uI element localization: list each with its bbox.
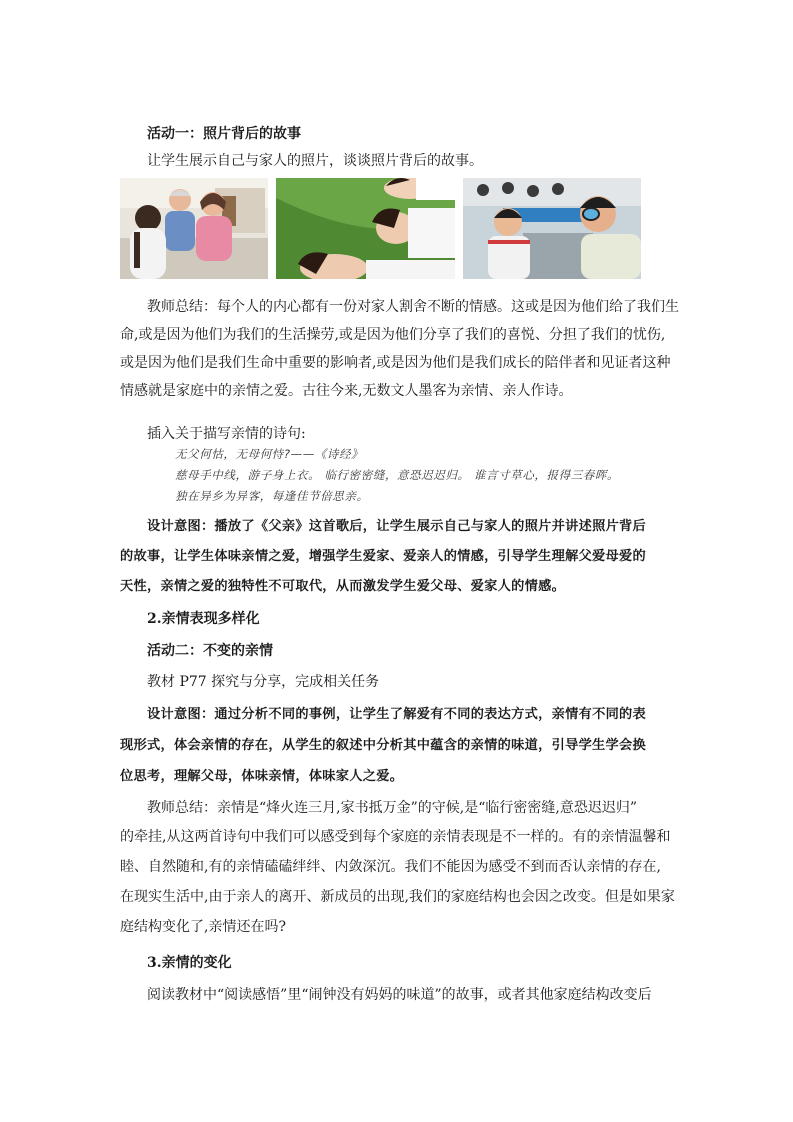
summary1-line-2: 命,或是因为他们为我们的生活操劳,或是因为他们分享了我们的喜悦、分担了我们的忧伤, bbox=[120, 327, 666, 343]
summary1-line-1: 教师总结：每个人的内心都有一份对家人割舍不断的情感。这或是因为他们给了我们生 bbox=[147, 299, 679, 315]
activity1-intro: 让学生展示自己与家人的照片，谈谈照片背后的故事。 bbox=[147, 153, 483, 169]
summary2-line-1: 教师总结：亲情是“烽火连三月,家书抵万金”的守候,是“临行密密缝,意恐迟迟归” bbox=[147, 800, 637, 816]
summary2-line-4: 在现实生活中,由于亲人的离开、新成员的出现,我们的家庭结构也会因之改变。但是如果家 bbox=[120, 889, 675, 905]
summary1-line-4: 情感就是家庭中的亲情之爱。古往今来,无数文人墨客为亲情、亲人作诗。 bbox=[120, 383, 573, 399]
activity2-task: 教材 P77 探究与分享，完成相关任务 bbox=[147, 674, 380, 690]
summary2-line-2: 的牵挂,从这两首诗句中我们可以感受到每个家庭的亲情表现是不一样的。有的亲情温馨和 bbox=[120, 829, 671, 845]
section2-heading: 2.亲情表现多样化 bbox=[147, 611, 260, 627]
poem-line-2: 慈母手中线，游子身上衣。 临行密密缝，意恐迟迟归。 谁言寸草心，报得三春晖。 bbox=[175, 468, 620, 482]
poem-line-3: 独在异乡为异客，每逢佳节倍思亲。 bbox=[175, 489, 369, 503]
design2-line-2: 现形式，体会亲情的存在，从学生的叙述中分析其中蕴含的亲情的味道，引导学生学会换 bbox=[120, 738, 647, 753]
family-grandparents-photo bbox=[120, 178, 268, 279]
poem-line-1: 无父何怙，无母何恃?——《诗经》 bbox=[175, 447, 364, 461]
section3-text: 阅读教材中“阅读感悟”里“闹钟没有妈妈的味道”的故事，或者其他家庭结构改变后 bbox=[147, 987, 652, 1003]
boys-at-school-table-photo bbox=[463, 178, 641, 279]
section3-heading: 3.亲情的变化 bbox=[147, 955, 232, 971]
summary2-line-3: 睦、自然随和,有的亲情磕磕绊绊、内敛深沉。我们不能因为感受不到而否认亲情的存在, bbox=[120, 859, 661, 875]
design1-line-3: 天性，亲情之爱的独特性不可取代，从而激发学生爱父母、爱家人的情感。 bbox=[120, 579, 566, 594]
design2-line-3: 位思考，理解父母，体味亲情，体味家人之爱。 bbox=[120, 769, 404, 784]
activity2-heading: 活动二：不变的亲情 bbox=[147, 643, 273, 659]
design1-line-2: 的故事，让学生体味亲情之爱，增强学生爱家、爱亲人的情感，引导学生理解父爱母爱的 bbox=[120, 549, 647, 564]
children-lying-on-grass-photo bbox=[276, 178, 455, 279]
summary1-line-3: 或是因为他们是我们生命中重要的影响者,或是因为他们是我们成长的陪伴者和见证者这种 bbox=[120, 355, 671, 371]
design1-line-1: 设计意图：播放了《父亲》这首歌后，让学生展示自己与家人的照片并讲述照片背后 bbox=[147, 519, 647, 534]
design2-line-1: 设计意图：通过分析不同的事例，让学生了解爱有不同的表达方式，亲情有不同的表 bbox=[147, 707, 647, 722]
poems-intro: 插入关于描写亲情的诗句: bbox=[147, 426, 306, 442]
summary2-line-5: 庭结构变化了,亲情还在吗? bbox=[120, 919, 286, 935]
activity1-heading: 活动一：照片背后的故事 bbox=[147, 126, 301, 142]
